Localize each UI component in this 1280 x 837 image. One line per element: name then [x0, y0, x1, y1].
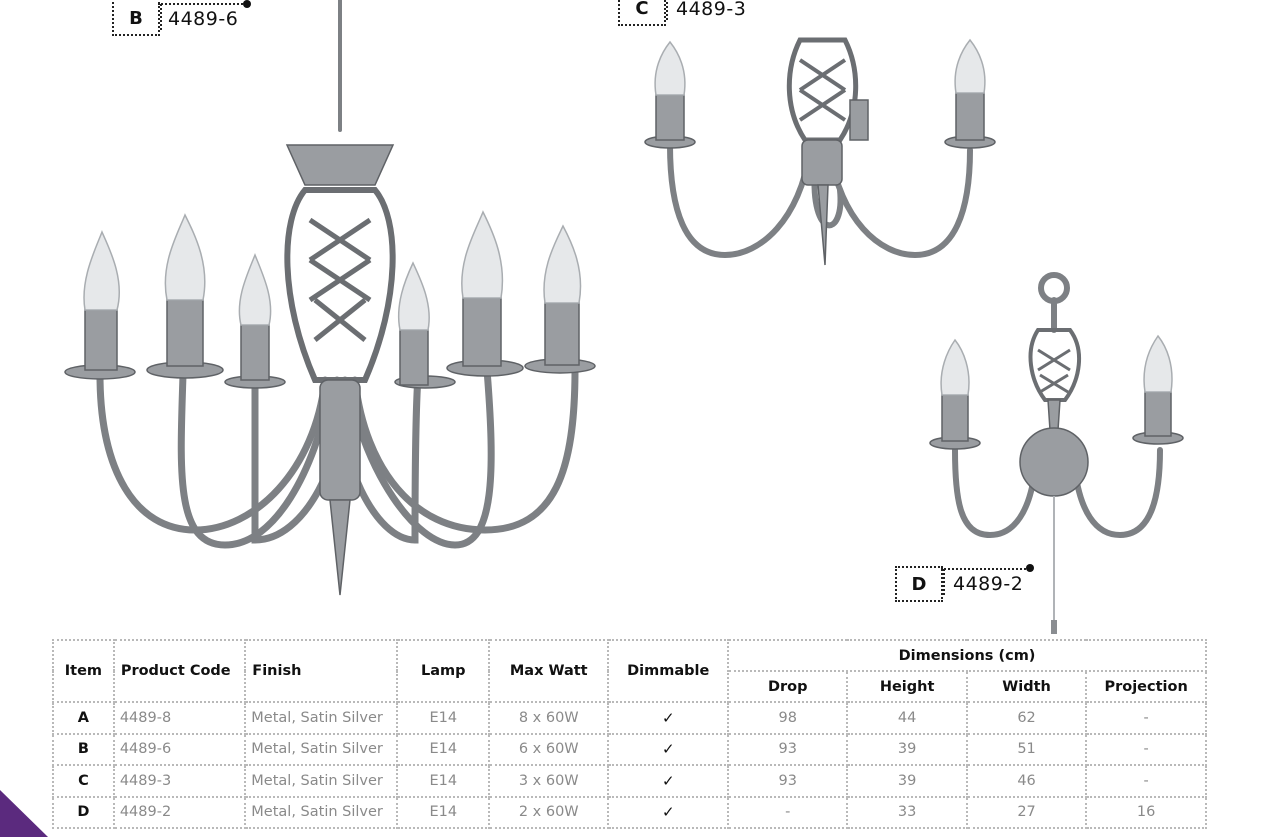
- product-code: 4489-2: [943, 573, 1023, 595]
- specification-table: [52, 639, 1207, 829]
- table-row: [53, 734, 1206, 766]
- header-dimensions: Dimensions (cm): [728, 640, 1206, 671]
- cell-dimmable: ✓: [608, 797, 728, 829]
- cell-product-code: 4489-8: [114, 702, 245, 734]
- cell-product-code: 4489-2: [114, 797, 245, 829]
- cell-lamp: E14: [397, 702, 489, 734]
- cell-width: 62: [967, 702, 1086, 734]
- table-row: [53, 702, 1206, 734]
- cell-width: 46: [967, 765, 1086, 797]
- cell-max-watt: 6 x 60W: [489, 734, 608, 766]
- table-row: [53, 797, 1206, 829]
- cell-projection: -: [1086, 734, 1206, 766]
- cell-dimmable: ✓: [608, 702, 728, 734]
- cell-height: 39: [847, 765, 966, 797]
- header-width: Width: [967, 671, 1086, 702]
- cell-height: 39: [847, 734, 966, 766]
- cell-projection: -: [1086, 702, 1206, 734]
- header-height: Height: [847, 671, 966, 702]
- cell-dimmable: ✓: [608, 765, 728, 797]
- header-max-watt: Max Watt: [489, 640, 608, 702]
- cell-max-watt: 2 x 60W: [489, 797, 608, 829]
- chandelier-c-image: [640, 0, 1000, 270]
- cell-lamp: E14: [397, 797, 489, 829]
- table-row: [53, 765, 1206, 797]
- cell-finish: Metal, Satin Silver: [245, 734, 397, 766]
- product-letter: C: [618, 0, 666, 26]
- cell-width: 27: [967, 797, 1086, 829]
- cell-finish: Metal, Satin Silver: [245, 702, 397, 734]
- table-header-row: [53, 640, 1206, 671]
- header-lamp: Lamp: [397, 640, 489, 702]
- product-code: 4489-6: [160, 8, 238, 30]
- cell-product-code: 4489-6: [114, 734, 245, 766]
- header-finish: Finish: [245, 640, 397, 702]
- cell-drop: 93: [728, 765, 847, 797]
- header-projection: Projection: [1086, 671, 1206, 702]
- chandelier-b-image: [55, 0, 655, 600]
- cell-drop: 93: [728, 734, 847, 766]
- product-letter: B: [112, 2, 160, 36]
- cell-item: B: [53, 734, 114, 766]
- cell-finish: Metal, Satin Silver: [245, 765, 397, 797]
- cell-height: 33: [847, 797, 966, 829]
- cell-projection: -: [1086, 765, 1206, 797]
- product-code: 4489-3: [666, 0, 746, 20]
- cell-finish: Metal, Satin Silver: [245, 797, 397, 829]
- cell-lamp: E14: [397, 734, 489, 766]
- cell-lamp: E14: [397, 765, 489, 797]
- cell-projection: 16: [1086, 797, 1206, 829]
- header-drop: Drop: [728, 671, 847, 702]
- header-item: Item: [53, 640, 114, 702]
- header-dimmable: Dimmable: [608, 640, 728, 702]
- header-product-code: Product Code: [114, 640, 245, 702]
- cell-drop: 98: [728, 702, 847, 734]
- cell-width: 51: [967, 734, 1086, 766]
- cell-item: A: [53, 702, 114, 734]
- cell-product-code: 4489-3: [114, 765, 245, 797]
- cell-height: 44: [847, 702, 966, 734]
- brand-corner-triangle: [0, 790, 48, 837]
- cell-drop: -: [728, 797, 847, 829]
- cell-max-watt: 3 x 60W: [489, 765, 608, 797]
- cell-dimmable: ✓: [608, 734, 728, 766]
- cell-item: D: [53, 797, 114, 829]
- wall-light-d-image: [920, 270, 1190, 640]
- cell-max-watt: 8 x 60W: [489, 702, 608, 734]
- product-letter: D: [895, 566, 943, 602]
- cell-item: C: [53, 765, 114, 797]
